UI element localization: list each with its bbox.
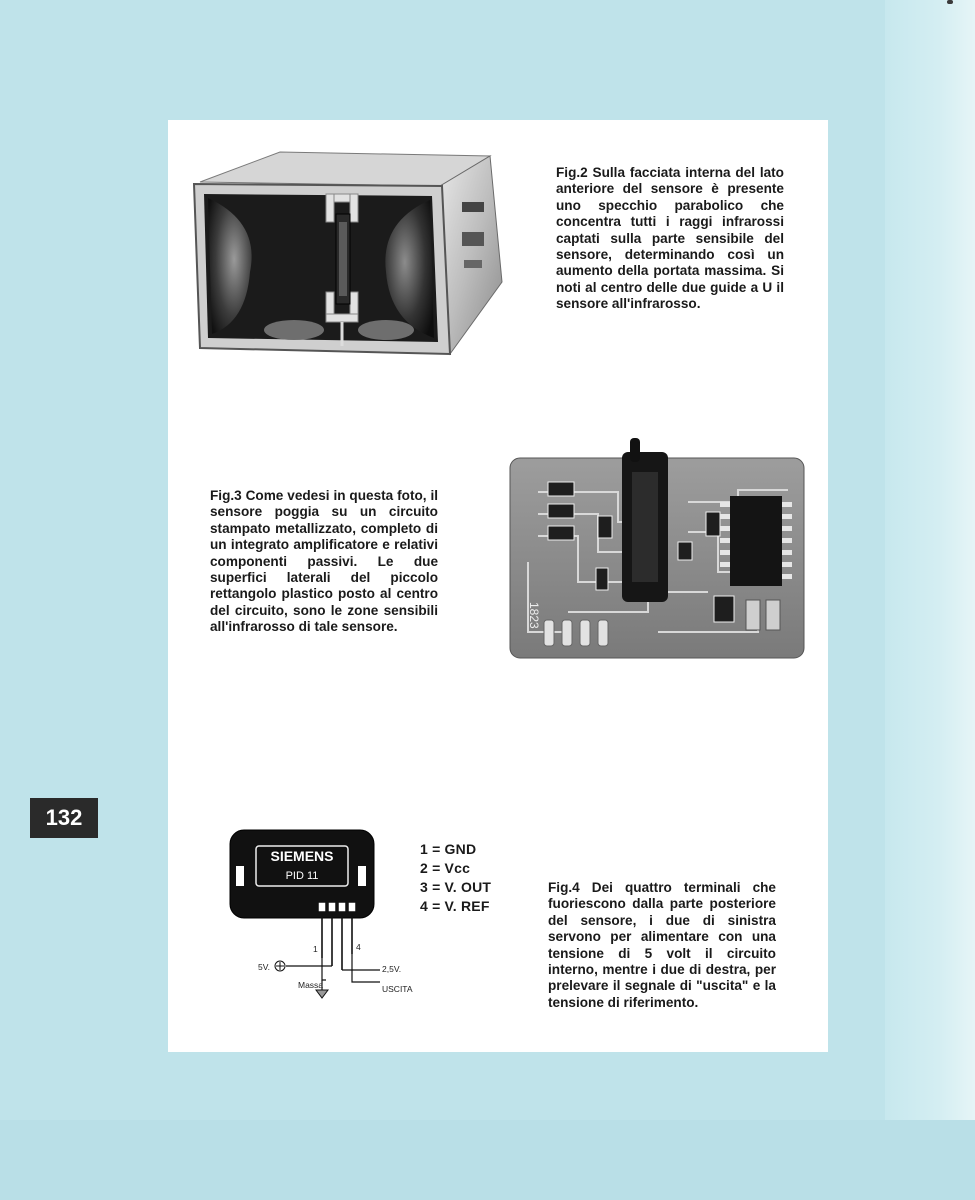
- fig4-caption: Fig.4 Dei quattro terminali che fuoriescono dalla parte posteriore del sensore, i due di sinistra servono per alimentare con una tensione di 5 volt il circuito interno, mentre i due di destra, per prelevare il segnale di "uscita" e la tensione di riferimento.: [548, 880, 776, 1010]
- pin-legend-item: 3 = V. OUT: [420, 879, 492, 895]
- fig4-diagram: [228, 828, 428, 1004]
- page-bottom-band: [0, 1120, 975, 1200]
- label-uscita: USCITA: [382, 984, 413, 994]
- label-2-5v: 2,5V.: [382, 964, 402, 974]
- board-marking: 1823: [527, 602, 541, 629]
- pin-legend-item: 4 = V. REF: [420, 898, 490, 914]
- pin4-label: 4: [356, 942, 361, 952]
- label-5v: 5V.: [258, 962, 270, 972]
- pin-legend: [420, 840, 512, 916]
- corner-mark: [947, 0, 953, 4]
- page-margin-stripe: [885, 0, 975, 1200]
- page-number: 132: [30, 798, 98, 838]
- fig3-photo: [508, 432, 806, 664]
- fig3-caption: Fig.3 Come vedesi in questa foto, il sensore poggia su un circuito stampato metallizzato, completo di un integrato amplificatore e relativi componenti passivi. Le due superfici laterali del piccolo rettangolo plastico posto al centro del circuito, sono le zone sensibili all'infrarosso di tale sensore.: [210, 488, 438, 635]
- fig2-photo: [190, 142, 506, 358]
- fig2-caption: Fig.2 Sulla facciata interna del lato anteriore del sensore è presente uno specchio parabolico che concentra tutti i raggi infrarossi captati sulla parte sensibile del sensore, determinando così un aumento della portata massima. Si noti al centro delle due guide a U il sensore all'infrarosso.: [556, 165, 784, 312]
- label-massa: Massa: [298, 980, 324, 990]
- pin-legend-item: 1 = GND: [420, 841, 477, 857]
- brand-label: SIEMENS: [270, 848, 334, 864]
- model-label: PID 11: [285, 870, 319, 882]
- pin-legend-item: 2 = Vcc: [420, 860, 471, 876]
- pin1-label: 1: [313, 944, 318, 954]
